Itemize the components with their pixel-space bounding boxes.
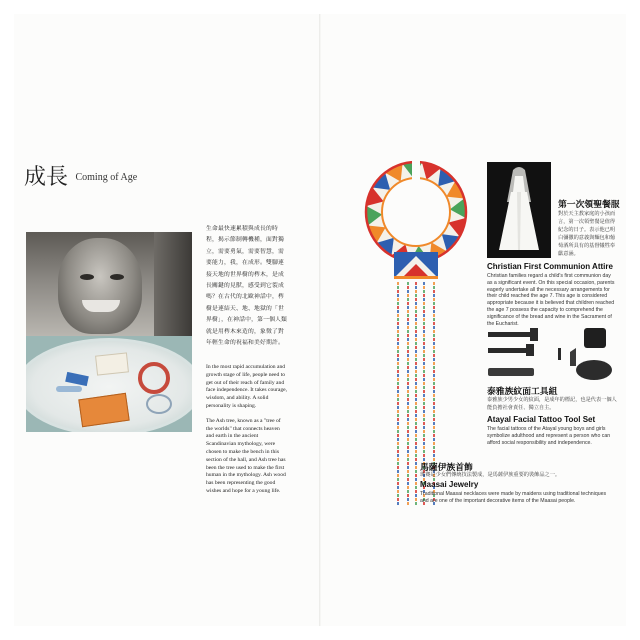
maasai-title-en: Maasai Jewelry bbox=[420, 480, 479, 489]
maasai-body-en: Traditional Maasai necklaces were made by maidens using traditional techniques and are one of the important decorative items of the Maasai people. bbox=[420, 491, 607, 504]
intro-body-en bbox=[206, 364, 288, 503]
maasai-body-zh: 瑪賽是少女們傳統技法製成，是馬薩伊族重要的裝飾品之一。 bbox=[420, 472, 561, 478]
section-title-en: Coming of Age bbox=[75, 172, 138, 183]
communion-body-zh: 對於天主教家庭的小孩而言，第一次領聖餐是值得紀念的日子。表示他已明白彌撒的意義與麵包和葡萄酒所具有的基督犧牲奉獻意涵。 bbox=[558, 211, 616, 257]
intro-body-zh: 生命最快速累積與成長的時程，揭示節制轉機種，面對獨立，需要勇氣，需要智慧，需要能力，我，在成形。雙腳連接天地的世界樹的梣木，是成長關鍵的見獸，感受到它裂成嗎？在古代的北歐神話中，梣樹是連結天、地、地獄的「世界樹」，在神話中，第一個人類就是用梣木來造的，象徵了對年輕生命的祝福和美好期許。 bbox=[206, 226, 288, 347]
atayal-body-en: The facial tattoos of the Atayal young boys and girls symbolize adulthood and represent a person who can afford social responsibility and independence. bbox=[487, 426, 611, 446]
communion-title-zh: 第一次領聖餐服 bbox=[558, 200, 620, 210]
section-title bbox=[24, 160, 137, 191]
communion-title-en: Christian First Communion Attire bbox=[487, 262, 613, 271]
page-gutter bbox=[319, 14, 321, 626]
communion-dress-icon bbox=[487, 162, 551, 258]
atayal-body-zh: 泰雅族少男少女的紋面，是成年的標記，也是代表一個人能負擔社會責任、獨立自主。 bbox=[487, 397, 617, 411]
intro-body-en-paragraph-1: In the most rapid accumulation and growth stage of life, people need to get out of their reach of family and face independence. It takes courage, wisdom, and ability. A solid personality is shaping. bbox=[206, 364, 288, 409]
section-title-zh: 成長 bbox=[24, 165, 69, 190]
intro-body-en-paragraph-2: The Ash tree, known as a "tree of the worlds" that connects heaven and earth in the ancient Scandinavian mythology, were chosen to make the bench in this section of the hall, and Ash tree has been the tree used to make the first human in the mythology. Ash wood has been representing the good wishes and hope for a young life. bbox=[206, 417, 286, 494]
atayal-title-zh: 泰雅族紋面工具組 bbox=[487, 387, 558, 397]
atayal-title-en: Atayal Facial Tattoo Tool Set bbox=[487, 415, 596, 424]
tray-of-items-photo bbox=[26, 336, 192, 432]
tattoo-tools-icon bbox=[486, 326, 616, 382]
smiling-face-photo bbox=[26, 232, 192, 336]
collage-photo bbox=[26, 232, 192, 432]
communion-body-en: Christian families regard a child's first communion day as a significant event. On this special occasion, parents eagerly undertake all the necessary arrangements for their child reached the age 7. This age is considered appropriate because it is believed that children reached the age 7 possess the capacity to comprehend the significance of the bread and wine in the Sacrament of the Eucharist. bbox=[487, 273, 615, 327]
maasai-title-zh: 馬薩伊族首飾 bbox=[420, 463, 473, 473]
maasai-necklace-icon bbox=[356, 160, 479, 510]
